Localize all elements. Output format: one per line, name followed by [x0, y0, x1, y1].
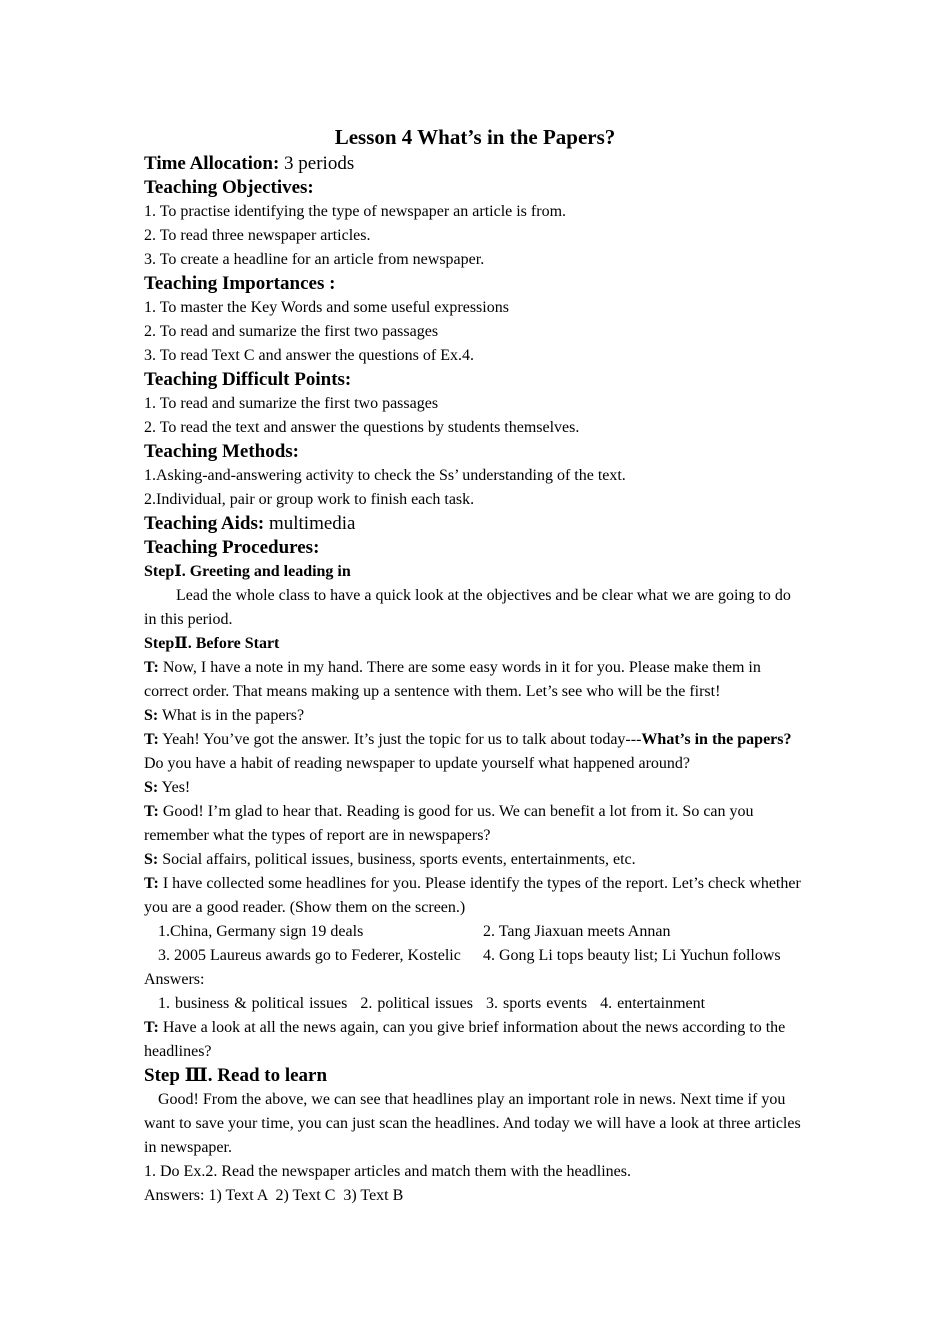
speaker-label: T:: [144, 803, 159, 820]
step3-label-b: . Read to learn: [207, 1065, 328, 1086]
dialog-text-after: Do you have a habit of reading newspaper to update yourself what happened around?: [144, 755, 691, 772]
step1-heading: StepⅠ. Greeting and leading in: [144, 563, 351, 580]
aids-label: Teaching Aids:: [144, 513, 265, 534]
answer-item: 2. political issues: [360, 995, 473, 1012]
dialog-text: Yeah! You’ve got the answer. It’s just the topic for us to talk about today---: [158, 731, 642, 748]
difficult-heading: Teaching Difficult Points:: [144, 369, 352, 390]
method-item: 1.Asking-and-answering activity to check the Ss’ understanding of the text.: [144, 467, 626, 484]
methods-heading: Teaching Methods:: [144, 441, 300, 462]
dialog-line: [144, 800, 806, 848]
dialog-text: What is in the papers?: [158, 707, 305, 724]
aids-line: [144, 512, 806, 536]
headline-item: 2. Tang Jiaxuan meets Annan: [483, 923, 671, 940]
headline-item: 1.China, Germany sign 19 deals: [158, 923, 364, 940]
answer-item: 3. sports events: [485, 995, 588, 1012]
time-allocation: [144, 152, 806, 176]
dialog-text: Now, I have a note in my hand. There are some easy words in it for you. Please make them in correct order. That means making up a sentence with them. Let’s see who will be the first!: [144, 659, 761, 700]
speaker-label: T:: [144, 731, 159, 748]
headline-row: [144, 944, 806, 968]
step3-label-num: Ⅲ: [184, 1065, 208, 1086]
aids-value: multimedia: [264, 513, 356, 534]
speaker-label: T:: [144, 1019, 159, 1036]
dialog-text: Have a look at all the news again, can you give brief information about the news according to the headlines?: [144, 1019, 786, 1060]
dialog-line: [144, 872, 806, 920]
step3-answers: Answers: 1) Text A 2) Text C 3) Text B: [144, 1187, 404, 1204]
importance-item: 3. To read Text C and answer the questions of Ex.4.: [144, 347, 474, 364]
speaker-label: S:: [144, 707, 159, 724]
objective-item: 2. To read three newspaper articles.: [144, 227, 371, 244]
step3-intro: Good! From the above, we can see that headlines play an important role in news. Next time if you want to save your time, you can just scan the headlines. And today we will have a look at three articles in newspaper.: [144, 1091, 801, 1156]
difficult-item: 2. To read the text and answer the questions by students themselves.: [144, 419, 580, 436]
dialog-text: Social affairs, political issues, business, sports events, entertainments, etc.: [158, 851, 636, 868]
time-allocation-value: 3 periods: [279, 153, 355, 174]
dialog-line: [144, 848, 806, 872]
dialog-text: Yes!: [158, 779, 191, 796]
objective-item: 3. To create a headline for an article from newspaper.: [144, 251, 485, 268]
speaker-label: T:: [144, 875, 159, 892]
step3-label-a: Step: [144, 1065, 185, 1086]
procedures-heading: Teaching Procedures:: [144, 537, 320, 558]
importance-item: 1. To master the Key Words and some useful expressions: [144, 299, 509, 316]
answer-item: 1. business & political issues: [158, 995, 348, 1012]
importances-heading: Teaching Importances :: [144, 273, 336, 294]
answers-label: Answers:: [144, 971, 205, 988]
dialog-line: [144, 776, 806, 800]
dialog-line: [144, 656, 806, 704]
dialog-line: [144, 728, 806, 776]
answers-list: [144, 992, 806, 1016]
dialog-line: [144, 704, 806, 728]
objective-item: 1. To practise identifying the type of newspaper an article is from.: [144, 203, 567, 220]
document-page: [144, 122, 806, 1208]
difficult-item: 1. To read and sumarize the first two passages: [144, 395, 439, 412]
step3-heading: [144, 1064, 806, 1088]
speaker-label: S:: [144, 851, 159, 868]
step2-heading: StepⅡ. Before Start: [144, 635, 280, 652]
dialog-text: Good! I’m glad to hear that. Reading is good for us. We can benefit a lot from it. So can you remember what the types of report are in newspapers?: [144, 803, 754, 844]
headline-item: 3. 2005 Laureus awards go to Federer, Kostelic: [158, 947, 461, 964]
speaker-label: T:: [144, 659, 159, 676]
dialog-text: I have collected some headlines for you. Please identify the types of the report. Let’s check whether you are a good reader. (Show them on the screen.): [144, 875, 801, 916]
dialog-line: [144, 1016, 806, 1064]
dialog-topic-bold: What’s in the papers?: [641, 731, 792, 748]
speaker-label: S:: [144, 779, 159, 796]
step3-ex2: 1. Do Ex.2. Read the newspaper articles and match them with the headlines.: [144, 1163, 631, 1180]
time-allocation-label: Time Allocation:: [144, 153, 280, 174]
importance-item: 2. To read and sumarize the first two passages: [144, 323, 439, 340]
step1-text: Lead the whole class to have a quick look at the objectives and be clear what we are going to do in this period.: [144, 587, 791, 628]
lesson-title: Lesson 4 What’s in the Papers?: [334, 125, 616, 149]
answer-item: 4. entertainment: [600, 995, 706, 1012]
headline-row: [144, 920, 806, 944]
objectives-heading: Teaching Objectives:: [144, 177, 314, 198]
method-item: 2.Individual, pair or group work to finish each task.: [144, 491, 475, 508]
headline-item: 4. Gong Li tops beauty list; Li Yuchun follows: [483, 947, 781, 964]
